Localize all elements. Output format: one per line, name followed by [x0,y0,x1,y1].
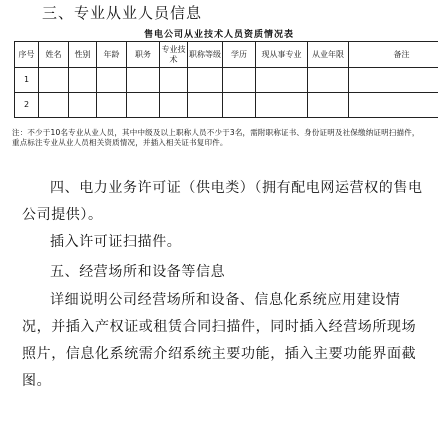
table-cell: 2 [15,93,39,118]
header-education: 学历 [223,42,256,68]
table-cell [308,93,349,118]
table-header-row [15,42,438,68]
section-heading-license: 四、电力业务许可证（供电类）（拥有配电网运营权的售电公司提供）。 [22,180,423,223]
table-title: 售电公司从业技术人员资质情况表 [143,30,294,40]
header-years: 从业年限 [308,42,349,68]
table-cell [69,68,97,93]
table-cell [97,93,127,118]
table-cell [308,68,349,93]
table-row [15,68,438,93]
section-heading-staff: 三、专业从业人员信息 [42,4,203,22]
table-cell [223,93,256,118]
header-age: 年龄 [97,42,127,68]
table-cell [256,93,308,118]
table-cell [349,93,438,118]
table-cell [69,93,97,118]
premises-instruction: 详细说明公司经营场所和设备、信息化系统应用建设情况，并插入产权证或租赁合同扫描件，同时插入经营场所现场照片，信息化系统需介绍系统主要功能，插入主要功能界面截图。 [22,292,417,389]
header-position: 职务 [127,42,160,68]
table-cell [39,68,69,93]
table-cell [160,93,188,118]
table-row [15,93,438,118]
table-cell [127,93,160,118]
header-index: 序号 [15,42,39,68]
table-cell [188,93,223,118]
header-remarks: 备注 [349,42,438,68]
section-heading-premises: 五、经营场所和设备等信息 [50,264,226,280]
license-instruction: 插入许可证扫描件。 [50,234,182,250]
table-cell [349,68,438,93]
header-name: 姓名 [39,42,69,68]
table-cell [97,68,127,93]
header-specialty: 专业技术 [160,42,188,68]
table-cell [188,68,223,93]
table-cell [256,68,308,93]
table-cell [160,68,188,93]
header-gender: 性别 [69,42,97,68]
table-cell [39,93,69,118]
header-current-field: 现从事专业 [256,42,308,68]
header-title-grade: 职称等级 [188,42,223,68]
table-cell: 1 [15,68,39,93]
staff-qualification-table [14,41,438,118]
table-footnote: 注：不少于10名专业从业人员，其中中级及以上职称人员不少于3名，需附职称证书、身份证明及社保缴纳证明扫描件，重点标注专业从业人员相关资质情况，并插入相关证书复印件。 [12,128,420,147]
table-cell [127,68,160,93]
table-cell [223,68,256,93]
